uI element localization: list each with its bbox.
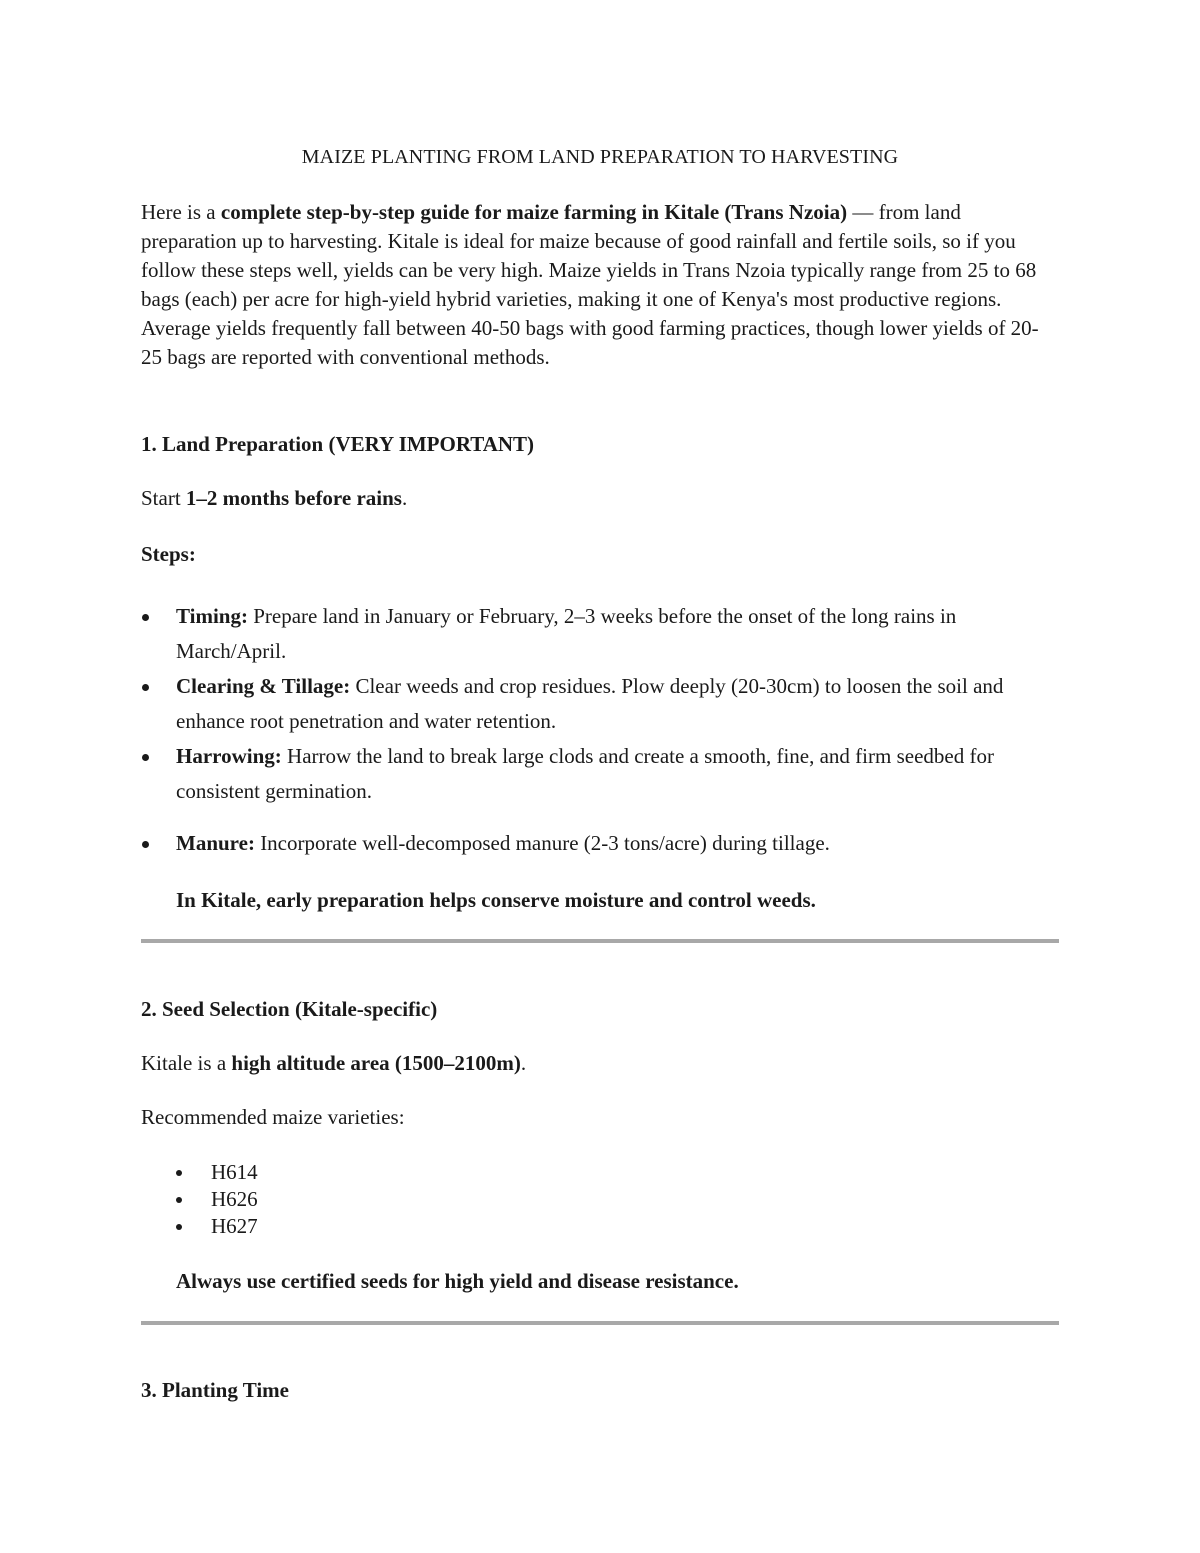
bullet-icon (176, 1197, 182, 1203)
section1-start-pre: Start (141, 486, 186, 510)
bullet-icon (176, 1170, 182, 1176)
bullet-icon (176, 1224, 182, 1230)
variety-name: H626 (211, 1187, 258, 1211)
section1-heading: 1. Land Preparation (VERY IMPORTANT) (141, 432, 535, 456)
section2-note: Always use certified seeds for high yield and disease resistance. (176, 1269, 739, 1293)
step-text: Prepare land in January or February, 2–3 weeks before the onset of the long rains in March/April. (176, 604, 957, 663)
intro-pre: Here is a (141, 200, 221, 224)
list-item (141, 739, 1059, 809)
list-item (141, 826, 1059, 861)
bullet-icon (142, 754, 149, 761)
altitude-pre: Kitale is a (141, 1051, 232, 1075)
list-item (141, 669, 1059, 739)
varieties-list (175, 1159, 258, 1240)
bullet-icon (142, 684, 149, 691)
section1-start-bold: 1–2 months before rains (185, 486, 402, 510)
section2-altitude (141, 1049, 1059, 1078)
section-divider (141, 1321, 1059, 1325)
bullet-icon (142, 614, 149, 621)
list-item (141, 599, 1059, 669)
bullet-icon (142, 841, 149, 848)
list-item (175, 1186, 258, 1213)
list-item (175, 1213, 258, 1240)
land-prep-steps-list (141, 599, 1059, 861)
intro-paragraph (141, 198, 1059, 372)
variety-name: H614 (211, 1160, 258, 1184)
section-divider (141, 939, 1059, 943)
step-term: Clearing & Tillage: (176, 674, 351, 698)
step-text: Incorporate well-decomposed manure (2-3 tons/acre) during tillage. (254, 831, 830, 855)
step-text: Harrow the land to break large clods and create a smooth, fine, and firm seedbed for consistent germination. (176, 744, 994, 803)
section2-heading: 2. Seed Selection (Kitale-specific) (141, 997, 438, 1021)
section1-start (141, 484, 1059, 513)
intro-post: — from land preparation up to harvesting. Kitale is ideal for maize because of good rainfall and fertile soils, so if you follow these steps well, yields can be very high. Maize yields in Trans Nzoia typically range from 25 to 68 bags (each) per acre for high-yield hybrid varieties, making it one of Kenya's most productive regions. Average yields frequently fall between 40-50 bags with good farming practices, though lower yields of 20-25 bags are reported with conventional methods. (141, 200, 1039, 369)
document-title: MAIZE PLANTING FROM LAND PREPARATION TO HARVESTING (301, 146, 899, 168)
variety-name: H627 (211, 1214, 258, 1238)
section1-note: In Kitale, early preparation helps conserve moisture and control weeds. (176, 888, 816, 912)
altitude-bold: high altitude area (1500–2100m) (231, 1051, 521, 1075)
list-item (175, 1159, 258, 1186)
step-term: Harrowing: (176, 744, 282, 768)
varieties-label: Recommended maize varieties: (141, 1105, 405, 1129)
step-text: Clear weeds and crop residues. Plow deeply (20-30cm) to loosen the soil and enhance root penetration and water retention. (176, 674, 1004, 733)
altitude-post: . (520, 1051, 527, 1075)
step-term: Timing: (176, 604, 248, 628)
intro-bold: complete step-by-step guide for maize farming in Kitale (Trans Nzoia) (220, 200, 848, 224)
section3-heading: 3. Planting Time (141, 1378, 289, 1402)
step-term: Manure: (176, 831, 255, 855)
steps-label: Steps: (141, 542, 196, 566)
section1-start-post: . (401, 486, 408, 510)
